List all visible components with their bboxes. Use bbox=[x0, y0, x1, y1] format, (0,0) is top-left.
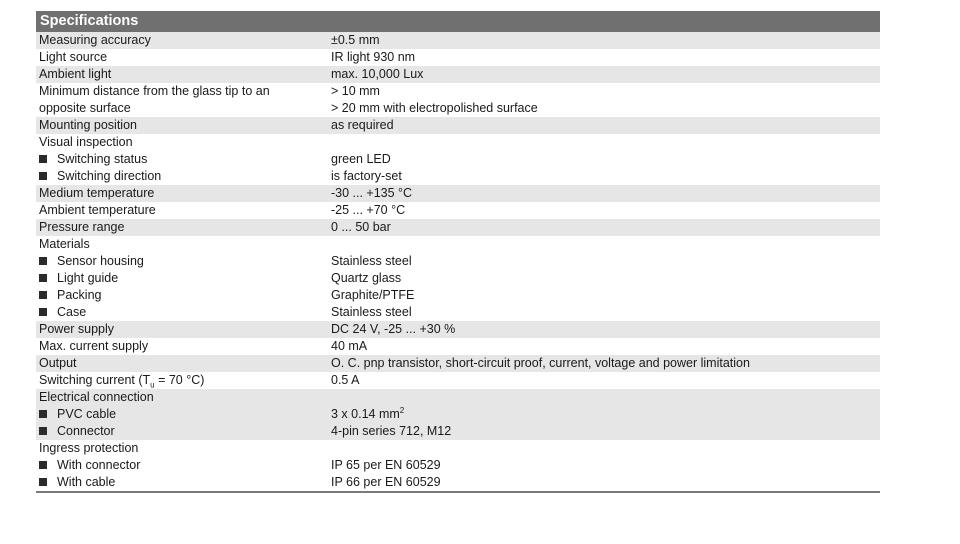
spec-sub-label: Switching direction bbox=[39, 168, 331, 185]
spec-label-text: opposite surface bbox=[39, 101, 131, 115]
spec-value bbox=[331, 66, 880, 83]
spec-value-text: 0.5 A bbox=[331, 373, 360, 387]
spec-value-text: IR light 930 nm bbox=[331, 50, 416, 64]
square-bullet-icon bbox=[39, 410, 47, 418]
spec-label bbox=[36, 66, 331, 83]
spec-value bbox=[331, 389, 880, 440]
spec-label-text: Ingress protection bbox=[39, 441, 139, 455]
spec-label bbox=[36, 32, 331, 49]
spec-value bbox=[331, 117, 880, 134]
spec-label bbox=[36, 355, 331, 372]
spec-label bbox=[36, 321, 331, 338]
specifications-table bbox=[36, 11, 880, 493]
spec-value-text: DC 24 V, -25 ... +30 % bbox=[331, 322, 456, 336]
spec-value-text bbox=[331, 236, 880, 253]
spec-value bbox=[331, 185, 880, 202]
spec-value bbox=[331, 49, 880, 66]
spec-value-text: max. 10,000 Lux bbox=[331, 67, 424, 81]
spec-row bbox=[36, 219, 880, 236]
spec-value-text: 4-pin series 712, M12 bbox=[331, 424, 452, 438]
spec-value-text: is factory-set bbox=[331, 169, 402, 183]
spec-row bbox=[36, 389, 880, 440]
spec-label-text: Max. current supply bbox=[39, 339, 149, 353]
spec-value-text: 3 x 0.14 $mm^2$ bbox=[331, 405, 405, 421]
square-bullet-icon bbox=[39, 478, 47, 486]
spec-label bbox=[36, 338, 331, 355]
spec-label-text: Ambient light bbox=[39, 67, 112, 81]
spec-label-text: Ambient temperature bbox=[39, 203, 156, 217]
spec-row bbox=[36, 321, 880, 338]
spec-value-text bbox=[331, 440, 880, 457]
spec-row bbox=[36, 236, 880, 321]
spec-sub-label: With cable bbox=[39, 474, 331, 491]
spec-value bbox=[331, 219, 880, 236]
square-bullet-icon bbox=[39, 172, 47, 180]
spec-row bbox=[36, 338, 880, 355]
table-title: Specifications bbox=[40, 13, 139, 29]
spec-sub-label: Packing bbox=[39, 287, 331, 304]
spec-label bbox=[36, 49, 331, 66]
spec-label-text: Switching current ($T_u = 70$ °C) bbox=[39, 373, 205, 390]
square-bullet-icon bbox=[39, 257, 47, 265]
spec-value-text bbox=[331, 389, 880, 406]
square-bullet-icon bbox=[39, 291, 47, 299]
spec-row bbox=[36, 32, 880, 49]
spec-label-text: Electrical connection bbox=[39, 390, 154, 404]
square-bullet-icon bbox=[39, 427, 47, 435]
spec-value-text: Stainless steel bbox=[331, 305, 412, 319]
spec-value-text: IP 65 per EN 60529 bbox=[331, 458, 441, 472]
spec-label-text: Power supply bbox=[39, 322, 115, 336]
spec-value-text: as required bbox=[331, 118, 394, 132]
spec-value-text: green LED bbox=[331, 152, 391, 166]
spec-rows bbox=[36, 32, 880, 491]
spec-value bbox=[331, 355, 880, 372]
spec-value bbox=[331, 202, 880, 219]
spec-row bbox=[36, 49, 880, 66]
spec-value-text: > 20 mm with electropolished surface bbox=[331, 101, 538, 115]
spec-label-text: Mounting position bbox=[39, 118, 137, 132]
spec-label-text: Pressure range bbox=[39, 220, 125, 234]
spec-label-text: Medium temperature bbox=[39, 186, 155, 200]
spec-sub-label: PVC cable bbox=[39, 406, 331, 423]
bottom-rule bbox=[36, 491, 880, 493]
spec-row bbox=[36, 372, 880, 389]
spec-value-text: Quartz glass bbox=[331, 271, 402, 285]
spec-row bbox=[36, 202, 880, 219]
spec-sub-label: Light guide bbox=[39, 270, 331, 287]
spec-label-text: Output bbox=[39, 356, 77, 370]
spec-sub-label: Case bbox=[39, 304, 331, 321]
spec-label-text: Minimum distance from the glass tip to an bbox=[39, 84, 270, 98]
spec-value-text: -25 ... +70 °C bbox=[331, 203, 406, 217]
square-bullet-icon bbox=[39, 155, 47, 163]
spec-label bbox=[36, 440, 331, 491]
spec-label bbox=[36, 117, 331, 134]
spec-sub-label: Sensor housing bbox=[39, 253, 331, 270]
spec-value bbox=[331, 321, 880, 338]
spec-value-text bbox=[331, 134, 880, 151]
spec-sub-label: Connector bbox=[39, 423, 331, 440]
spec-value bbox=[331, 440, 880, 491]
spec-row bbox=[36, 66, 880, 83]
spec-value-text: Stainless steel bbox=[331, 254, 412, 268]
spec-value bbox=[331, 83, 880, 117]
spec-value-text: IP 66 per EN 60529 bbox=[331, 475, 441, 489]
spec-label-text: Light source bbox=[39, 50, 108, 64]
spec-value bbox=[331, 372, 880, 389]
spec-value-text: Graphite/PTFE bbox=[331, 288, 415, 302]
spec-value bbox=[331, 32, 880, 49]
spec-value-text: ±0.5 mm bbox=[331, 33, 380, 47]
spec-sub-label: Switching status bbox=[39, 151, 331, 168]
spec-value-text: 0 ... 50 bar bbox=[331, 220, 391, 234]
spec-label bbox=[36, 389, 331, 440]
square-bullet-icon bbox=[39, 274, 47, 282]
spec-row bbox=[36, 185, 880, 202]
spec-row bbox=[36, 83, 880, 117]
spec-value bbox=[331, 134, 880, 185]
spec-label bbox=[36, 185, 331, 202]
square-bullet-icon bbox=[39, 461, 47, 469]
spec-label bbox=[36, 236, 331, 321]
spec-value bbox=[331, 338, 880, 355]
spec-label-text: Visual inspection bbox=[39, 135, 133, 149]
spec-value bbox=[331, 236, 880, 321]
spec-label-text: Measuring accuracy bbox=[39, 33, 151, 47]
spec-sub-label: With connector bbox=[39, 457, 331, 474]
square-bullet-icon bbox=[39, 308, 47, 316]
spec-value-text: > 10 mm bbox=[331, 84, 380, 98]
spec-row bbox=[36, 355, 880, 372]
spec-label-text: Materials bbox=[39, 237, 90, 251]
spec-value-text: O. C. pnp transistor, short-circuit proof, current, voltage and power limitation bbox=[331, 356, 750, 370]
spec-row bbox=[36, 440, 880, 491]
spec-label bbox=[36, 202, 331, 219]
spec-label bbox=[36, 134, 331, 185]
spec-label bbox=[36, 219, 331, 236]
spec-row bbox=[36, 134, 880, 185]
spec-row bbox=[36, 117, 880, 134]
spec-value-text: 40 mA bbox=[331, 339, 368, 353]
spec-label bbox=[36, 83, 331, 117]
spec-value-text: -30 ... +135 °C bbox=[331, 186, 413, 200]
spec-label bbox=[36, 372, 331, 389]
table-header bbox=[36, 11, 880, 32]
